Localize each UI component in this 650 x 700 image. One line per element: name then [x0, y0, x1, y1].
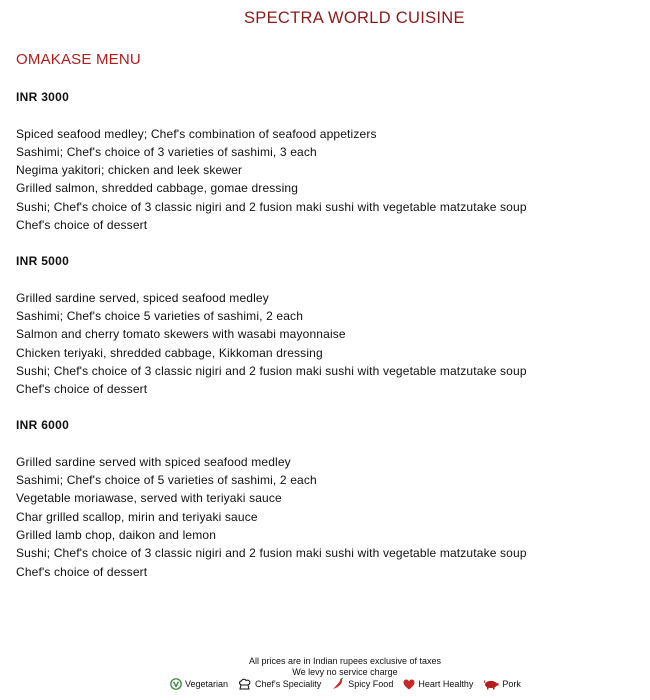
menu-item: Negima yakitori; chicken and leek skewer	[16, 163, 243, 177]
chili-icon	[331, 677, 345, 691]
menu-item: Grilled lamb chop, daikon and lemon	[16, 528, 217, 542]
tax-note: All prices are in Indian rupees exclusive of taxes	[248, 656, 442, 666]
section-title: OMAKASE MENU	[16, 51, 141, 68]
legend-label: Spicy Food	[348, 679, 394, 689]
legend-label: Vegetarian	[185, 679, 229, 689]
pig-icon	[483, 679, 499, 690]
chef-hat-icon	[238, 678, 252, 690]
menu-item: Salmon and cherry tomato skewers with wasabi mayonnaise	[16, 327, 346, 341]
menu-item: Sushi; Chef's choice of 3 classic nigiri and 2 fusion maki sushi with vegetable matzutake soup	[16, 546, 527, 560]
menu-item: Chef's choice of dessert	[16, 382, 148, 396]
menu-item: Grilled sardine served, spiced seafood medley	[16, 291, 269, 305]
menu-item: Chef's choice of dessert	[16, 218, 148, 232]
price-heading: INR 3000	[16, 90, 70, 104]
menu-item: Char grilled scallop, mirin and teriyaki sauce	[16, 510, 258, 524]
legend-item-heart-healthy	[403, 679, 473, 690]
menu-item: Sushi; Chef's choice of 3 classic nigiri and 2 fusion maki sushi with vegetable matzutake soup	[16, 364, 527, 378]
menu-item: Vegetable moriawase, served with teriyaki sauce	[16, 491, 282, 505]
legend-item-vegetarian	[170, 678, 228, 690]
vegetarian-icon	[170, 678, 182, 690]
legend-label: Heart Healthy	[418, 679, 474, 689]
menu-item: Grilled sardine served with spiced seafood medley	[16, 455, 291, 469]
menu-item: Sashimi; Chef's choice of 5 varieties of sashimi, 2 each	[16, 473, 317, 487]
menu-item: Sushi; Chef's choice of 3 classic nigiri and 2 fusion maki sushi with vegetable matzutake soup	[16, 200, 527, 214]
legend-item-chef-speciality	[238, 678, 321, 690]
menu-item: Chicken teriyaki, shredded cabbage, Kikkoman dressing	[16, 346, 323, 360]
menu-item: Grilled salmon, shredded cabbage, gomae dressing	[16, 181, 299, 195]
price-heading: INR 5000	[16, 254, 70, 268]
legend-label: Pork	[502, 679, 521, 689]
price-heading: INR 6000	[16, 418, 70, 432]
menu-item: Sashimi; Chef's choice of 3 varieties of sashimi, 3 each	[16, 145, 317, 159]
service-charge-note: We levy no service charge	[292, 667, 398, 677]
legend-item-pork	[483, 679, 521, 690]
menu-item: Spiced seafood medley; Chef's combination of seafood appetizers	[16, 127, 377, 141]
menu-item: Sashimi; Chef's choice 5 varieties of sashimi, 2 each	[16, 309, 304, 323]
menu-item: Chef's choice of dessert	[16, 565, 148, 579]
heart-icon	[403, 679, 415, 690]
legend-label: Chef's Speciality	[255, 679, 322, 689]
legend-item-spicy	[331, 677, 393, 691]
legend	[170, 677, 531, 691]
restaurant-title: SPECTRA WORLD CUISINE	[244, 9, 465, 27]
